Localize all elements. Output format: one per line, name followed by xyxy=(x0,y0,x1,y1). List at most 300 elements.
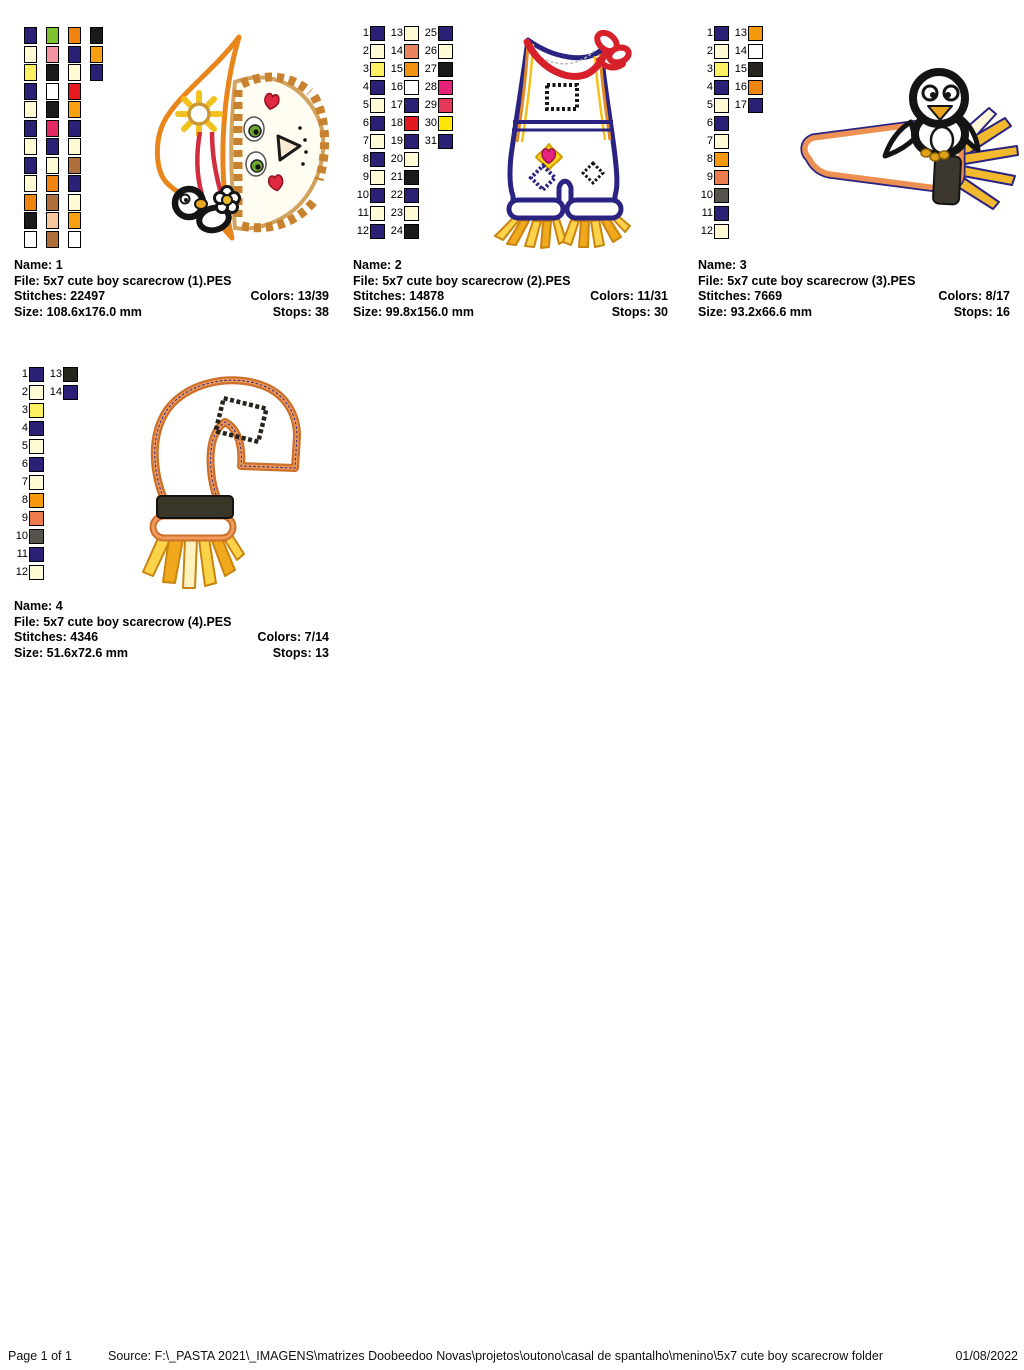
thread-color-swatch-row xyxy=(734,26,763,41)
thread-color-number: 29 xyxy=(424,99,437,111)
thread-color-swatch xyxy=(748,98,763,113)
thread-color-swatch-row xyxy=(24,120,37,137)
stop-count: Stops: 13 xyxy=(272,645,329,660)
thread-color-swatch-row xyxy=(356,62,385,77)
thread-color-swatch-row xyxy=(734,80,763,95)
thread-color-swatch xyxy=(24,194,37,211)
thread-color-swatch-row xyxy=(734,98,763,113)
design-size: Size: 99.8x156.0 mm xyxy=(353,304,474,319)
thread-color-swatch-row xyxy=(68,157,81,174)
thread-color-swatch-row xyxy=(15,421,44,436)
thread-color-swatch-row xyxy=(356,170,385,185)
thread-color-swatch-row xyxy=(46,46,59,63)
thread-color-swatch xyxy=(714,80,729,95)
thread-color-swatch xyxy=(68,120,81,137)
thread-color-swatch xyxy=(24,231,37,248)
thread-color-swatch-row xyxy=(356,224,385,239)
thread-color-swatch-row xyxy=(24,231,37,248)
thread-color-number: 9 xyxy=(21,512,28,524)
thread-color-number: 19 xyxy=(390,135,403,147)
thread-color-swatch xyxy=(68,157,81,174)
thread-color-swatch xyxy=(46,120,59,137)
thread-color-number: 8 xyxy=(21,494,28,506)
thread-color-swatch-row xyxy=(24,194,37,211)
thread-color-swatch xyxy=(24,27,37,44)
print-date: 01/08/2022 xyxy=(955,1349,1018,1363)
thread-color-swatch-row xyxy=(424,134,453,149)
thread-color-swatch xyxy=(46,101,59,118)
thread-color-swatch-row xyxy=(46,27,59,44)
thread-color-swatch xyxy=(68,175,81,192)
thread-color-swatch xyxy=(46,194,59,211)
thread-color-swatch-row xyxy=(356,44,385,59)
thread-color-swatch xyxy=(404,170,419,185)
thread-color-swatch-row xyxy=(700,26,729,41)
thread-color-swatch xyxy=(24,83,37,100)
design-info xyxy=(698,258,1010,320)
thread-color-swatch xyxy=(370,80,385,95)
thread-color-swatch-row xyxy=(700,98,729,113)
thread-color-swatch xyxy=(370,62,385,77)
thread-color-swatch-row xyxy=(390,62,419,77)
thread-color-swatch-row xyxy=(15,385,44,400)
thread-color-swatch xyxy=(63,367,78,382)
thread-color-number: 21 xyxy=(390,171,403,183)
thread-color-swatch xyxy=(438,116,453,131)
thread-color-swatch-row xyxy=(700,170,729,185)
thread-color-number: 1 xyxy=(706,27,713,39)
thread-color-number: 27 xyxy=(424,63,437,75)
thread-color-swatch xyxy=(68,212,81,229)
thread-color-swatch xyxy=(29,385,44,400)
thread-color-swatch xyxy=(404,206,419,221)
scarecrow-overalls-design-image xyxy=(483,30,681,250)
thread-color-palette xyxy=(15,367,83,583)
thread-color-number: 16 xyxy=(390,81,403,93)
design-size: Size: 93.2x66.6 mm xyxy=(698,304,812,319)
thread-color-number: 31 xyxy=(424,135,437,147)
thread-color-swatch-row xyxy=(424,26,453,41)
thread-color-swatch xyxy=(370,188,385,203)
thread-color-swatch-row xyxy=(700,206,729,221)
thread-color-swatch-row xyxy=(68,101,81,118)
thread-color-swatch xyxy=(404,134,419,149)
thread-color-swatch xyxy=(370,206,385,221)
thread-color-swatch xyxy=(46,27,59,44)
thread-color-swatch-row xyxy=(15,457,44,472)
thread-color-swatch xyxy=(90,46,103,63)
thread-color-swatch-row xyxy=(424,44,453,59)
thread-color-swatch-row xyxy=(700,62,729,77)
thread-color-swatch xyxy=(46,138,59,155)
thread-color-swatch xyxy=(68,138,81,155)
thread-color-swatch xyxy=(404,44,419,59)
thread-color-swatch-row xyxy=(68,120,81,137)
thread-color-swatch-row xyxy=(700,188,729,203)
thread-color-number: 12 xyxy=(15,566,28,578)
stitch-count: Stitches: 7669 xyxy=(698,289,783,303)
thread-color-number: 4 xyxy=(21,422,28,434)
thread-color-swatch xyxy=(438,134,453,149)
thread-color-swatch-row xyxy=(424,98,453,113)
thread-color-swatch xyxy=(438,80,453,95)
thread-color-swatch xyxy=(714,98,729,113)
design-size: Size: 51.6x72.6 mm xyxy=(14,645,128,660)
thread-color-number: 26 xyxy=(424,45,437,57)
thread-color-number: 6 xyxy=(21,458,28,470)
thread-color-number: 2 xyxy=(21,386,28,398)
thread-color-swatch-row xyxy=(15,547,44,562)
thread-color-swatch-row xyxy=(700,44,729,59)
thread-color-swatch xyxy=(24,120,37,137)
thread-color-swatch-row xyxy=(15,439,44,454)
thread-color-swatch xyxy=(714,26,729,41)
thread-color-swatch-row xyxy=(68,231,81,248)
thread-color-number: 9 xyxy=(706,171,713,183)
thread-color-swatch xyxy=(370,116,385,131)
thread-color-number: 2 xyxy=(706,45,713,57)
thread-color-number: 28 xyxy=(424,81,437,93)
thread-color-number: 18 xyxy=(390,117,403,129)
thread-color-palette xyxy=(356,26,458,242)
thread-color-number: 7 xyxy=(362,135,369,147)
design-name-line: Name: 1 xyxy=(14,258,63,272)
thread-color-swatch xyxy=(29,403,44,418)
thread-color-number: 8 xyxy=(706,153,713,165)
thread-color-swatch xyxy=(68,231,81,248)
thread-color-swatch xyxy=(24,101,37,118)
thread-color-swatch xyxy=(404,188,419,203)
design-file-line: File: 5x7 cute boy scarecrow (2).PES xyxy=(353,273,571,288)
thread-color-swatch xyxy=(90,27,103,44)
thread-color-swatch xyxy=(404,62,419,77)
thread-color-swatch xyxy=(46,157,59,174)
thread-color-number: 22 xyxy=(390,189,403,201)
thread-color-swatch-row xyxy=(24,101,37,118)
thread-color-swatch xyxy=(370,170,385,185)
thread-color-swatch-row xyxy=(24,212,37,229)
page-number: Page 1 of 1 xyxy=(8,1349,72,1363)
design-name-line: Name: 3 xyxy=(698,258,747,272)
thread-color-number: 14 xyxy=(49,386,62,398)
thread-color-swatch-row xyxy=(90,64,103,81)
thread-color-number: 14 xyxy=(734,45,747,57)
thread-color-swatch xyxy=(29,367,44,382)
thread-color-swatch-row xyxy=(46,212,59,229)
thread-color-swatch-row xyxy=(46,138,59,155)
thread-color-number: 15 xyxy=(734,63,747,75)
thread-color-number: 11 xyxy=(701,207,713,219)
thread-color-swatch xyxy=(438,98,453,113)
thread-color-swatch-row xyxy=(15,511,44,526)
thread-color-swatch-row xyxy=(68,194,81,211)
thread-color-swatch-row xyxy=(356,152,385,167)
thread-color-swatch xyxy=(29,421,44,436)
thread-color-number: 10 xyxy=(356,189,369,201)
thread-color-swatch-row xyxy=(734,44,763,59)
thread-color-swatch xyxy=(714,116,729,131)
thread-color-number: 1 xyxy=(362,27,369,39)
thread-color-swatch-row xyxy=(90,46,103,63)
thread-color-number: 6 xyxy=(706,117,713,129)
stitch-count: Stitches: 4346 xyxy=(14,630,99,644)
thread-color-number: 12 xyxy=(700,225,713,237)
thread-color-swatch xyxy=(748,80,763,95)
thread-color-number: 7 xyxy=(21,476,28,488)
thread-color-swatch-row xyxy=(46,101,59,118)
thread-color-swatch xyxy=(46,175,59,192)
thread-color-swatch-row xyxy=(424,62,453,77)
thread-color-swatch xyxy=(24,157,37,174)
thread-color-swatch xyxy=(714,170,729,185)
thread-color-number: 24 xyxy=(390,225,403,237)
thread-color-swatch xyxy=(24,138,37,155)
thread-color-number: 25 xyxy=(424,27,437,39)
thread-color-swatch xyxy=(68,83,81,100)
thread-color-swatch xyxy=(404,98,419,113)
thread-color-swatch xyxy=(438,44,453,59)
thread-color-swatch-row xyxy=(15,475,44,490)
thread-color-swatch-row xyxy=(68,27,81,44)
thread-color-swatch xyxy=(370,26,385,41)
thread-color-swatch-row xyxy=(46,120,59,137)
thread-color-number: 10 xyxy=(15,530,28,542)
thread-color-swatch-row xyxy=(46,231,59,248)
thread-color-swatch xyxy=(24,46,37,63)
thread-color-swatch-row xyxy=(24,175,37,192)
color-count: Colors: 8/17 xyxy=(938,289,1010,303)
thread-color-swatch-row xyxy=(68,83,81,100)
thread-color-swatch-row xyxy=(15,529,44,544)
thread-color-swatch xyxy=(29,475,44,490)
thread-color-swatch-row xyxy=(15,493,44,508)
thread-color-number: 11 xyxy=(357,207,369,219)
thread-color-swatch-row xyxy=(390,188,419,203)
thread-color-swatch-row xyxy=(424,116,453,131)
color-count: Colors: 13/39 xyxy=(250,289,329,303)
thread-color-swatch xyxy=(63,385,78,400)
thread-color-swatch xyxy=(748,26,763,41)
thread-color-swatch xyxy=(370,44,385,59)
thread-color-number: 4 xyxy=(362,81,369,93)
thread-color-swatch xyxy=(68,64,81,81)
thread-color-swatch-row xyxy=(356,116,385,131)
thread-color-swatch xyxy=(68,101,81,118)
thread-color-swatch-row xyxy=(390,170,419,185)
stitch-count: Stitches: 22497 xyxy=(14,289,106,303)
thread-color-swatch xyxy=(438,26,453,41)
stop-count: Stops: 30 xyxy=(611,304,668,319)
thread-color-swatch xyxy=(714,224,729,239)
thread-color-swatch-row xyxy=(700,116,729,131)
thread-color-swatch-row xyxy=(700,224,729,239)
thread-color-swatch-row xyxy=(390,80,419,95)
thread-color-swatch-row xyxy=(46,194,59,211)
design-name-line: Name: 4 xyxy=(14,599,63,613)
scarecrow-head-design-image xyxy=(142,32,347,244)
thread-color-swatch-row xyxy=(46,64,59,81)
thread-color-swatch-row xyxy=(68,138,81,155)
thread-color-number: 13 xyxy=(734,27,747,39)
thread-color-swatch-row xyxy=(46,157,59,174)
thread-color-swatch-row xyxy=(700,152,729,167)
thread-color-swatch xyxy=(404,116,419,131)
thread-color-swatch-row xyxy=(15,403,44,418)
thread-color-swatch-row xyxy=(49,385,78,400)
source-path: Source: F:\_PASTA 2021\_IMAGENS\matrizes Doobeedoo Novas\projetos\outono\casal de spantalho\menino\5x7 cute boy scarecrow folder xyxy=(108,1349,883,1363)
thread-color-swatch-row xyxy=(68,175,81,192)
thread-color-swatch xyxy=(714,206,729,221)
thread-color-swatch xyxy=(404,80,419,95)
thread-color-swatch-row xyxy=(356,206,385,221)
thread-color-swatch-row xyxy=(390,44,419,59)
design-name-line: Name: 2 xyxy=(353,258,402,272)
thread-color-number: 20 xyxy=(390,153,403,165)
thread-color-swatch-row xyxy=(24,27,37,44)
thread-color-swatch xyxy=(714,134,729,149)
thread-color-swatch-row xyxy=(46,175,59,192)
thread-color-number: 11 xyxy=(16,548,28,560)
thread-color-swatch-row xyxy=(424,80,453,95)
thread-color-number: 23 xyxy=(390,207,403,219)
thread-color-swatch-row xyxy=(390,26,419,41)
thread-color-number: 3 xyxy=(21,404,28,416)
thread-color-swatch-row xyxy=(356,80,385,95)
design-file-line: File: 5x7 cute boy scarecrow (4).PES xyxy=(14,614,232,629)
design-size: Size: 108.6x176.0 mm xyxy=(14,304,142,319)
color-count: Colors: 11/31 xyxy=(590,289,668,303)
thread-color-swatch xyxy=(24,175,37,192)
thread-color-swatch xyxy=(68,46,81,63)
thread-color-swatch xyxy=(46,46,59,63)
thread-color-swatch xyxy=(29,547,44,562)
thread-color-swatch-row xyxy=(68,46,81,63)
design-info xyxy=(353,258,668,320)
thread-color-number: 9 xyxy=(362,171,369,183)
thread-color-number: 13 xyxy=(390,27,403,39)
thread-color-swatch-row xyxy=(700,80,729,95)
thread-color-swatch-row xyxy=(15,565,44,580)
thread-color-swatch xyxy=(29,565,44,580)
thread-color-swatch-row xyxy=(68,212,81,229)
thread-color-number: 7 xyxy=(706,135,713,147)
thread-color-swatch xyxy=(29,439,44,454)
thread-color-swatch-row xyxy=(24,46,37,63)
thread-color-swatch-row xyxy=(68,64,81,81)
thread-color-swatch xyxy=(438,62,453,77)
stop-count: Stops: 16 xyxy=(953,304,1010,319)
thread-color-swatch-row xyxy=(356,26,385,41)
thread-color-number: 8 xyxy=(362,153,369,165)
thread-color-swatch xyxy=(714,152,729,167)
color-count: Colors: 7/14 xyxy=(257,630,329,644)
thread-color-number: 10 xyxy=(700,189,713,201)
stitch-count: Stitches: 14878 xyxy=(353,289,445,303)
bent-arm-design-image xyxy=(113,376,320,590)
thread-color-swatch xyxy=(46,231,59,248)
thread-color-swatch-row xyxy=(356,98,385,113)
thread-color-swatch-row xyxy=(734,62,763,77)
thread-color-number: 6 xyxy=(362,117,369,129)
thread-color-number: 12 xyxy=(356,225,369,237)
thread-color-number: 13 xyxy=(49,368,62,380)
design-file-line: File: 5x7 cute boy scarecrow (1).PES xyxy=(14,273,232,288)
thread-color-swatch xyxy=(29,457,44,472)
thread-color-swatch-row xyxy=(700,134,729,149)
thread-color-swatch xyxy=(46,212,59,229)
thread-color-number: 17 xyxy=(390,99,403,111)
stop-count: Stops: 38 xyxy=(272,304,329,319)
crow-on-arm-design-image xyxy=(793,60,1023,232)
thread-color-swatch xyxy=(29,493,44,508)
thread-color-swatch xyxy=(68,27,81,44)
thread-color-palette xyxy=(700,26,768,242)
thread-color-number: 4 xyxy=(706,81,713,93)
thread-color-number: 30 xyxy=(424,117,437,129)
thread-color-swatch xyxy=(714,188,729,203)
thread-color-swatch xyxy=(46,83,59,100)
thread-color-number: 5 xyxy=(706,99,713,111)
thread-color-swatch xyxy=(404,152,419,167)
thread-color-swatch xyxy=(404,26,419,41)
thread-color-number: 17 xyxy=(734,99,747,111)
thread-color-number: 16 xyxy=(734,81,747,93)
thread-color-swatch-row xyxy=(390,98,419,113)
thread-color-swatch-row xyxy=(49,367,78,382)
thread-color-swatch-row xyxy=(90,27,103,44)
thread-color-swatch xyxy=(714,62,729,77)
thread-color-swatch-row xyxy=(24,83,37,100)
thread-color-number: 15 xyxy=(390,63,403,75)
thread-color-swatch-row xyxy=(390,224,419,239)
thread-color-swatch xyxy=(714,44,729,59)
thread-color-swatch xyxy=(370,98,385,113)
thread-color-swatch-row xyxy=(390,206,419,221)
thread-color-swatch xyxy=(68,194,81,211)
thread-color-swatch xyxy=(370,224,385,239)
thread-color-number: 5 xyxy=(362,99,369,111)
thread-color-swatch-row xyxy=(15,367,44,382)
thread-color-number: 2 xyxy=(362,45,369,57)
design-info xyxy=(14,599,329,661)
thread-color-number: 3 xyxy=(362,63,369,75)
design-info xyxy=(14,258,329,320)
thread-color-swatch xyxy=(29,529,44,544)
thread-color-swatch-row xyxy=(390,134,419,149)
thread-color-swatch xyxy=(404,224,419,239)
thread-color-swatch xyxy=(90,64,103,81)
thread-color-swatch-row xyxy=(24,64,37,81)
thread-color-swatch-row xyxy=(356,134,385,149)
thread-color-swatch xyxy=(748,62,763,77)
design-file-line: File: 5x7 cute boy scarecrow (3).PES xyxy=(698,273,916,288)
thread-color-swatch-row xyxy=(356,188,385,203)
thread-color-swatch xyxy=(748,44,763,59)
thread-color-swatch xyxy=(370,152,385,167)
thread-color-swatch xyxy=(29,511,44,526)
thread-color-swatch-row xyxy=(390,152,419,167)
thread-color-palette xyxy=(24,27,112,249)
thread-color-swatch xyxy=(24,64,37,81)
thread-color-number: 3 xyxy=(706,63,713,75)
thread-color-number: 1 xyxy=(21,368,28,380)
thread-color-swatch xyxy=(370,134,385,149)
thread-color-number: 14 xyxy=(390,45,403,57)
thread-color-swatch xyxy=(24,212,37,229)
thread-color-swatch-row xyxy=(24,157,37,174)
thread-color-swatch-row xyxy=(46,83,59,100)
thread-color-number: 5 xyxy=(21,440,28,452)
